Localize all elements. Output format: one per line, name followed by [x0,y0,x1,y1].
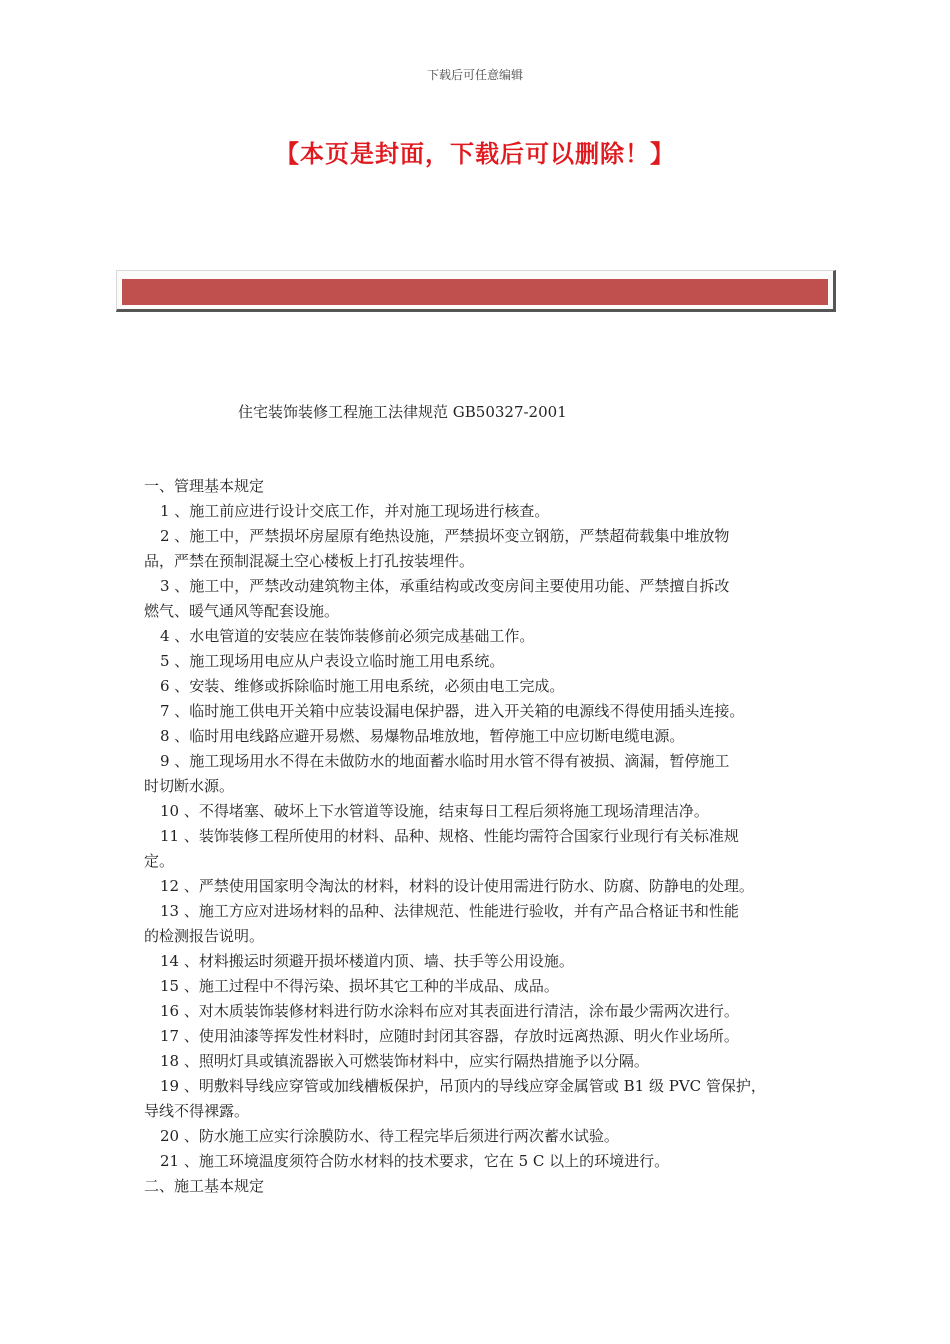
rule-item: 14 、材料搬运时须避开损坏楼道内顶、墙、扶手等公用设施。 [160,952,574,970]
rule-item: 10 、不得堵塞、破坏上下水管道等设施，结束每日工程后须将施工现场清理洁净。 [160,802,709,820]
rule-item: 6 、安装、维修或拆除临时施工用电系统，必须由电工完成。 [160,677,565,695]
header-note: 下载后可任意编辑 [426,68,523,82]
rule-item: 1 、施工前应进行设计交底工作，并对施工现场进行核查。 [160,502,550,520]
rule-item-continuation: 时切断水源。 [144,777,235,795]
rule-item: 7 、临时施工供电开关箱中应装设漏电保护器，进入开关箱的电源线不得使用插头连接。 [160,702,745,720]
rule-item: 17 、使用油漆等挥发性材料时，应随时封闭其容器，存放时远离热源、明火作业场所。 [160,1027,739,1045]
section-heading: 一、管理基本规定 [144,477,265,495]
rule-item: 16 、对木质装饰装修材料进行防水涂料布应对其表面进行清洁，涂布最少需两次进行。 [160,1002,739,1020]
rule-item: 8 、临时用电线路应避开易燃、易爆物品堆放地，暂停施工中应切断电缆电源。 [160,727,685,745]
rule-item: 2 、施工中，严禁损坏房屋原有绝热设施，严禁损坏变立钢筋，严禁超荷载集中堆放物 [160,527,730,545]
decorative-banner [116,270,836,312]
rule-item: 13 、施工方应对进场材料的品种、法律规范、性能进行验收，并有产品合格证书和性能 [160,902,739,920]
rule-item: 20 、防水施工应实行涂膜防水、待工程完毕后须进行两次蓄水试验。 [160,1127,619,1145]
rule-item: 21 、施工环境温度须符合防水材料的技术要求，它在 5 C 以上的环境进行。 [160,1152,670,1170]
rule-item-continuation: 定。 [144,852,175,870]
rule-item-continuation: 燃气、暖气通风等配套设施。 [144,602,340,620]
rule-item-continuation: 品，严禁在预制混凝土空心楼板上打孔按装埋件。 [144,552,475,570]
rule-item: 15 、施工过程中不得污染、损坏其它工种的半成品、成品。 [160,977,559,995]
document-title: 住宅装饰装修工程施工法律规范 GB50327-2001 [238,403,567,421]
rule-item: 18 、照明灯具或镇流器嵌入可燃装饰材料中，应实行隔热措施予以分隔。 [160,1052,649,1070]
rule-item: 4 、水电管道的安装应在装饰装修前必须完成基础工作。 [160,627,535,645]
rule-item-continuation: 导线不得裸露。 [144,1102,250,1120]
rule-item: 3 、施工中，严禁改动建筑物主体，承重结构或改变房间主要使用功能、严禁擅自拆改 [160,577,730,595]
rule-item: 9 、施工现场用水不得在未做防水的地面蓄水临时用水管不得有被损、滴漏，暂停施工 [160,752,730,770]
rule-item-continuation: 的检测报告说明。 [144,927,265,945]
rule-item: 11 、装饰装修工程所使用的材料、品种、规格、性能均需符合国家行业现行有关标准规 [160,827,739,845]
document-body [144,474,816,1199]
section-heading: 二、施工基本规定 [144,1177,265,1195]
rule-item: 5 、施工现场用电应从户表设立临时施工用电系统。 [160,652,505,670]
rule-item: 12 、严禁使用国家明令淘汰的材料，材料的设计使用需进行防水、防腐、防静电的处理。 [160,877,754,895]
banner-bar [122,279,828,305]
cover-notice: 【本页是封面，下载后可以删除！】 [275,140,675,168]
rule-item: 19 、明敷料导线应穿管或加线槽板保护，吊顶内的导线应穿金属管或 B1 级 PVC 管保护， [160,1077,766,1095]
